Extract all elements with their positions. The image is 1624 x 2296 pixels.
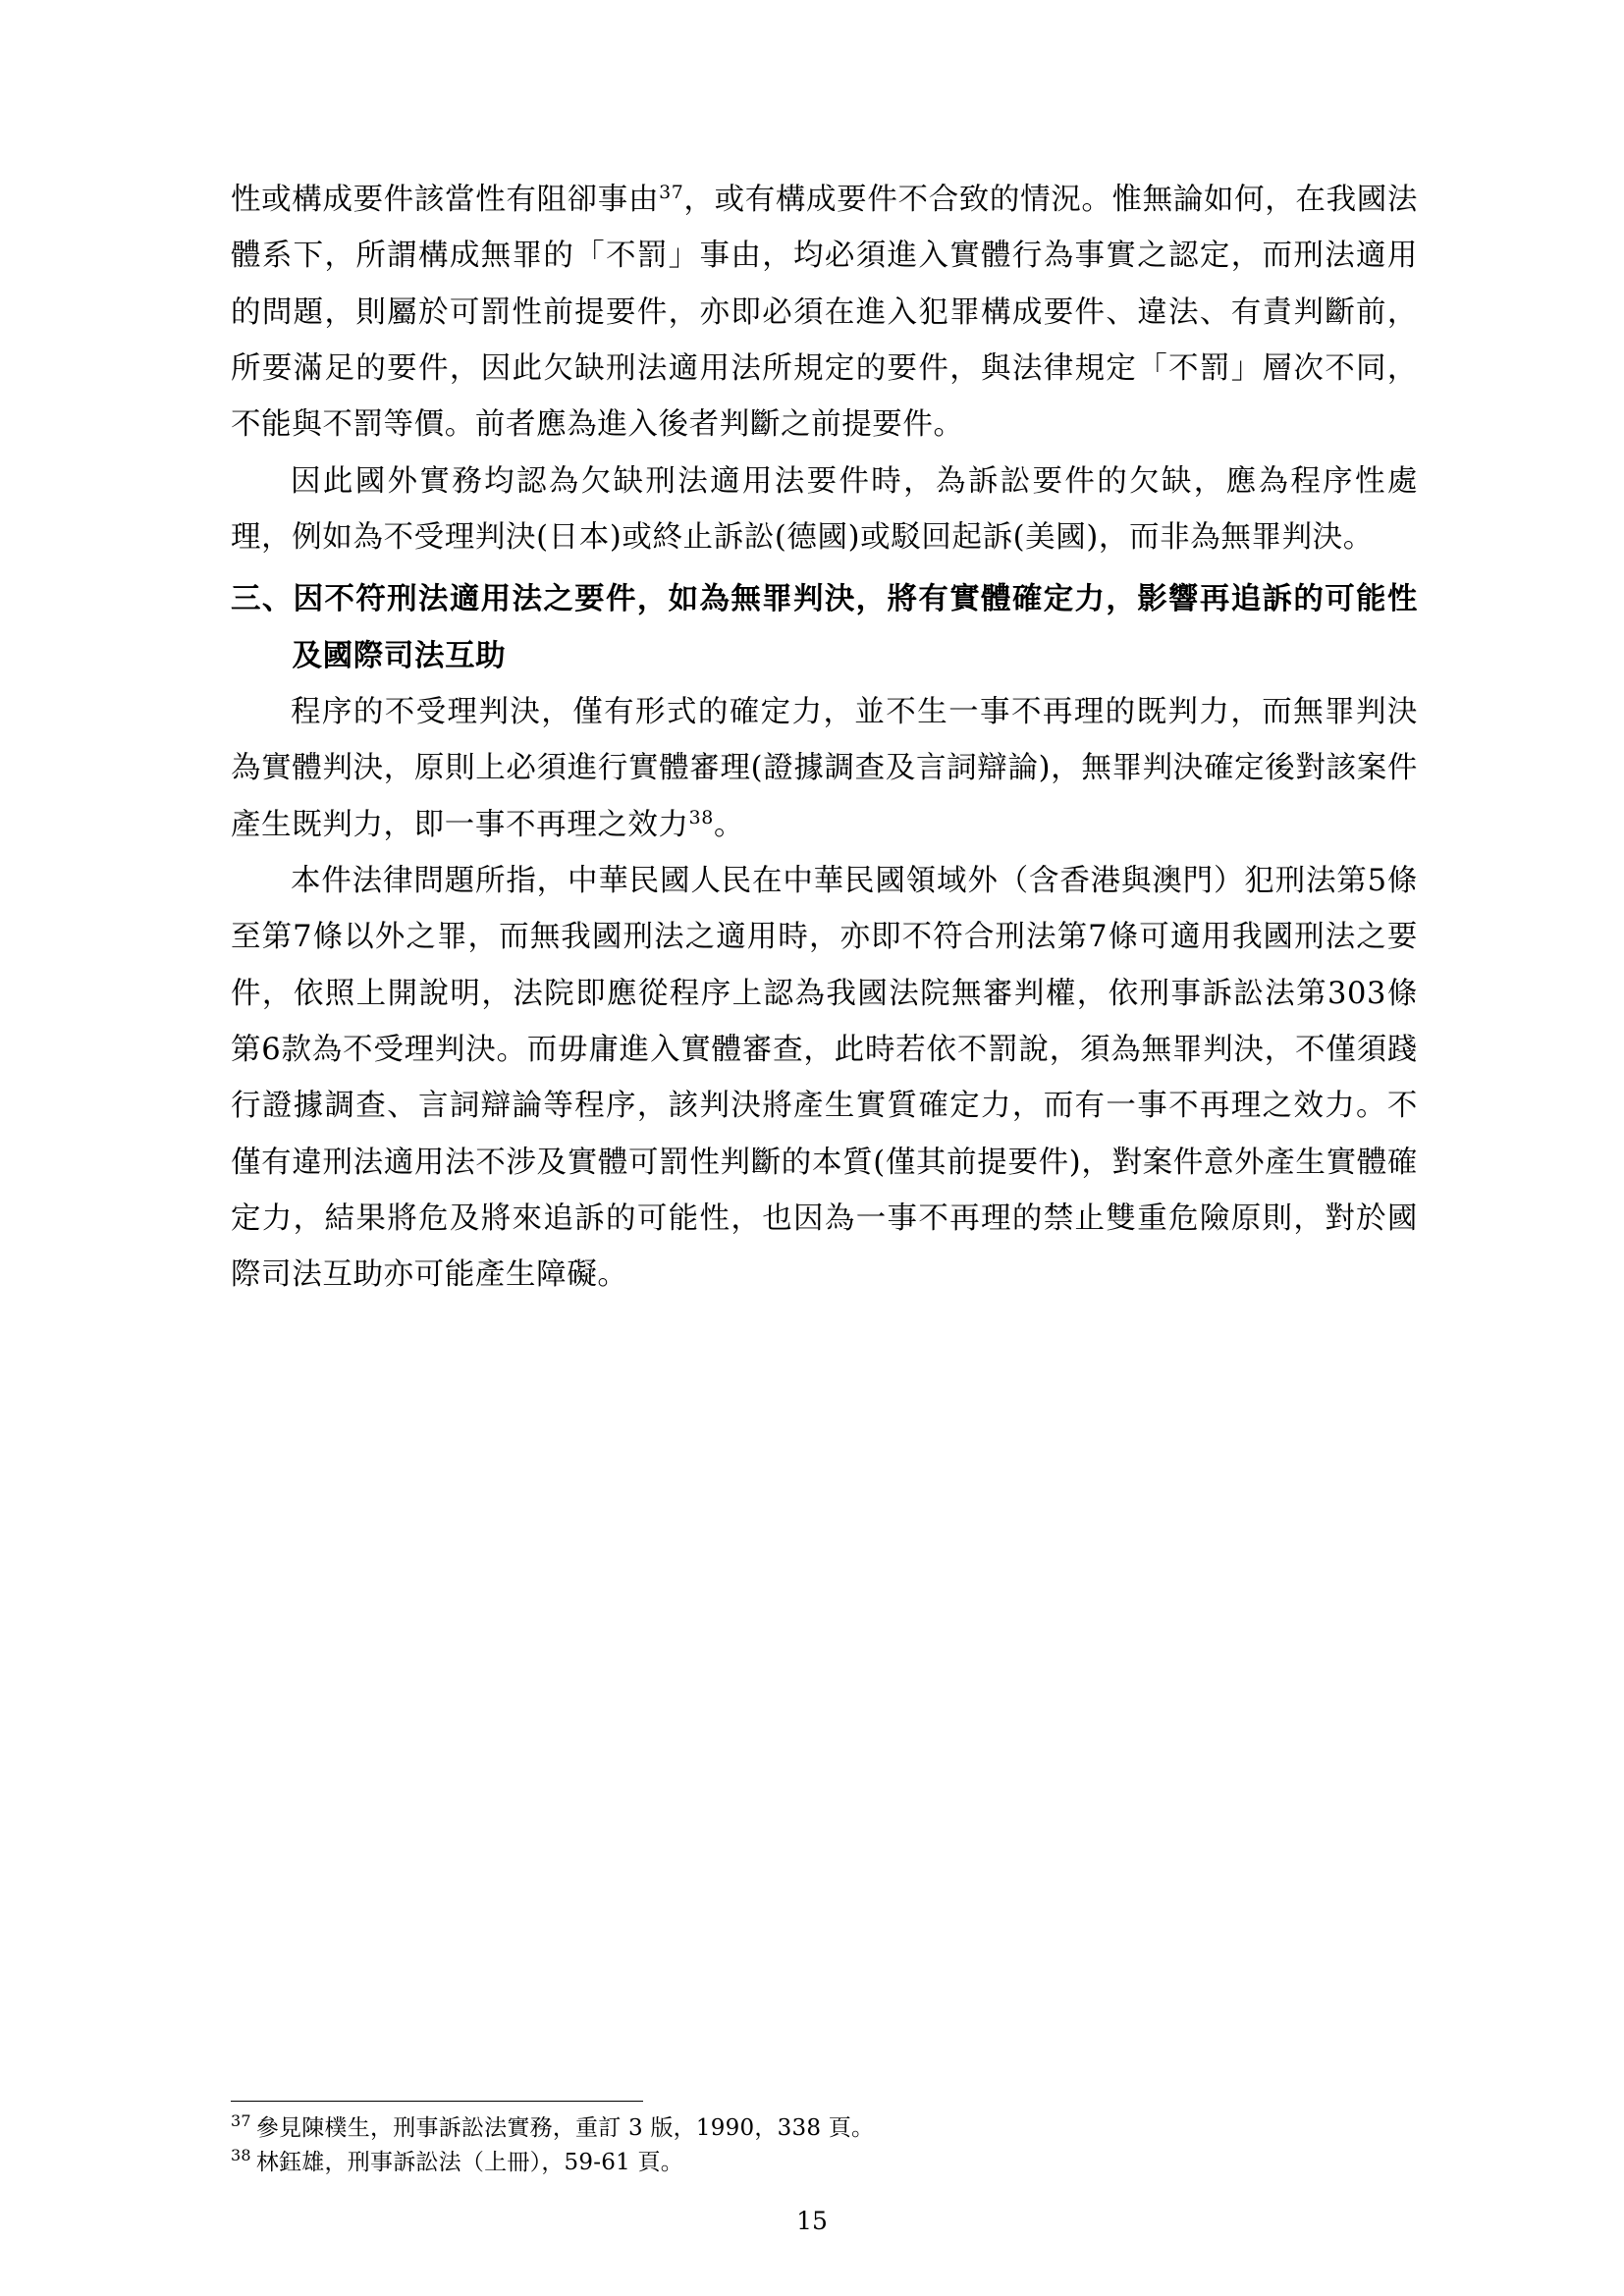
document-body (231, 172, 1418, 1304)
paragraph-2 (231, 454, 1418, 566)
footnote-38-number: 38 (231, 2146, 251, 2165)
footnote-separator (231, 2101, 643, 2102)
page-number: 15 (796, 2207, 828, 2235)
section-heading (231, 571, 1418, 684)
footnote-37 (231, 2111, 1418, 2146)
footnote-37-number: 37 (231, 2111, 251, 2131)
section-heading-number: 三、 (231, 581, 294, 617)
paragraph-1 (231, 172, 1418, 454)
section-heading-text: 因不符刑法適用法之要件，如為無罪判決，將有實體確定力，影響再追訴的可能性及國際司法互助 (292, 581, 1418, 673)
footnote-37-text: 參見陳樸生，刑事訴訟法實務，重訂 3 版，1990，338 頁。 (255, 2115, 875, 2142)
paragraph-3-text-a: 程序的不受理判決，僅有形式的確定力，並不生一事不再理的既判力，而無罪判決為實體判決，原則上必須進行實體審理(證據調查及言詞辯論)，無罪判決確定後對該案件產生既判力，即一事不再理之效力 (231, 694, 1418, 842)
paragraph-2-text: 因此國外實務均認為欠缺刑法適用法要件時，為訴訟要件的欠缺，應為程序性處理，例如為不受理判決(日本)或終止訴訟(德國)或駁回起訴(美國)，而非為無罪判決。 (231, 463, 1418, 555)
paragraph-1-text-b: ，或有構成要件不合致的情況。惟無論如何，在我國法體系下，所謂構成無罪的「不罰」事由，均必須進入實體行為事實之認定，而刑法適用的問題，則屬於可罰性前提要件，亦即必須在進入犯罪構成要件、違法、有責判斷前，所要滿足的要件，因此欠缺刑法適用法所規定的要件，與法律規定「不罰」層次不同，不能與不罰等價。前者應為進入後者判斷之前提要件。 (231, 183, 1418, 443)
paragraph-3-text-b: 。 (713, 807, 745, 842)
footnote-ref-38: 38 (688, 806, 714, 828)
paragraph-1-text-a: 性或構成要件該當性有阻卻事由 (231, 183, 660, 217)
footnote-ref-37: 37 (659, 181, 684, 203)
footnote-area (231, 2101, 1418, 2180)
paragraph-4 (231, 853, 1418, 1304)
footnote-38 (231, 2146, 1418, 2180)
paragraph-3 (231, 684, 1418, 853)
footnote-38-text: 林鈺雄，刑事訴訟法（上冊），59-61 頁。 (255, 2150, 684, 2176)
paragraph-4-text: 本件法律問題所指，中華民國人民在中華民國領域外（含香港與澳門）犯刑法第5條至第7條以外之罪，而無我國刑法之適用時，亦即不符合刑法第7條可適用我國刑法之要件，依照上開說明，法院即應從程序上認為我國法院無審判權，依刑事訴訟法第303條第6款為不受理判決。而毋庸進入實體審查，此時若依不罰說，須為無罪判決，不僅須踐行證據調查、言詞辯論等程序，該判決將產生實質確定力，而有一事不再理之效力。不僅有違刑法適用法不涉及實體可罰性判斷的本質(僅其前提要件)，對案件意外產生實體確定力，結果將危及將來追訴的可能性，也因為一事不再理的禁止雙重危險原則，對於國際司法互助亦可能產生障礙。 (231, 863, 1418, 1293)
